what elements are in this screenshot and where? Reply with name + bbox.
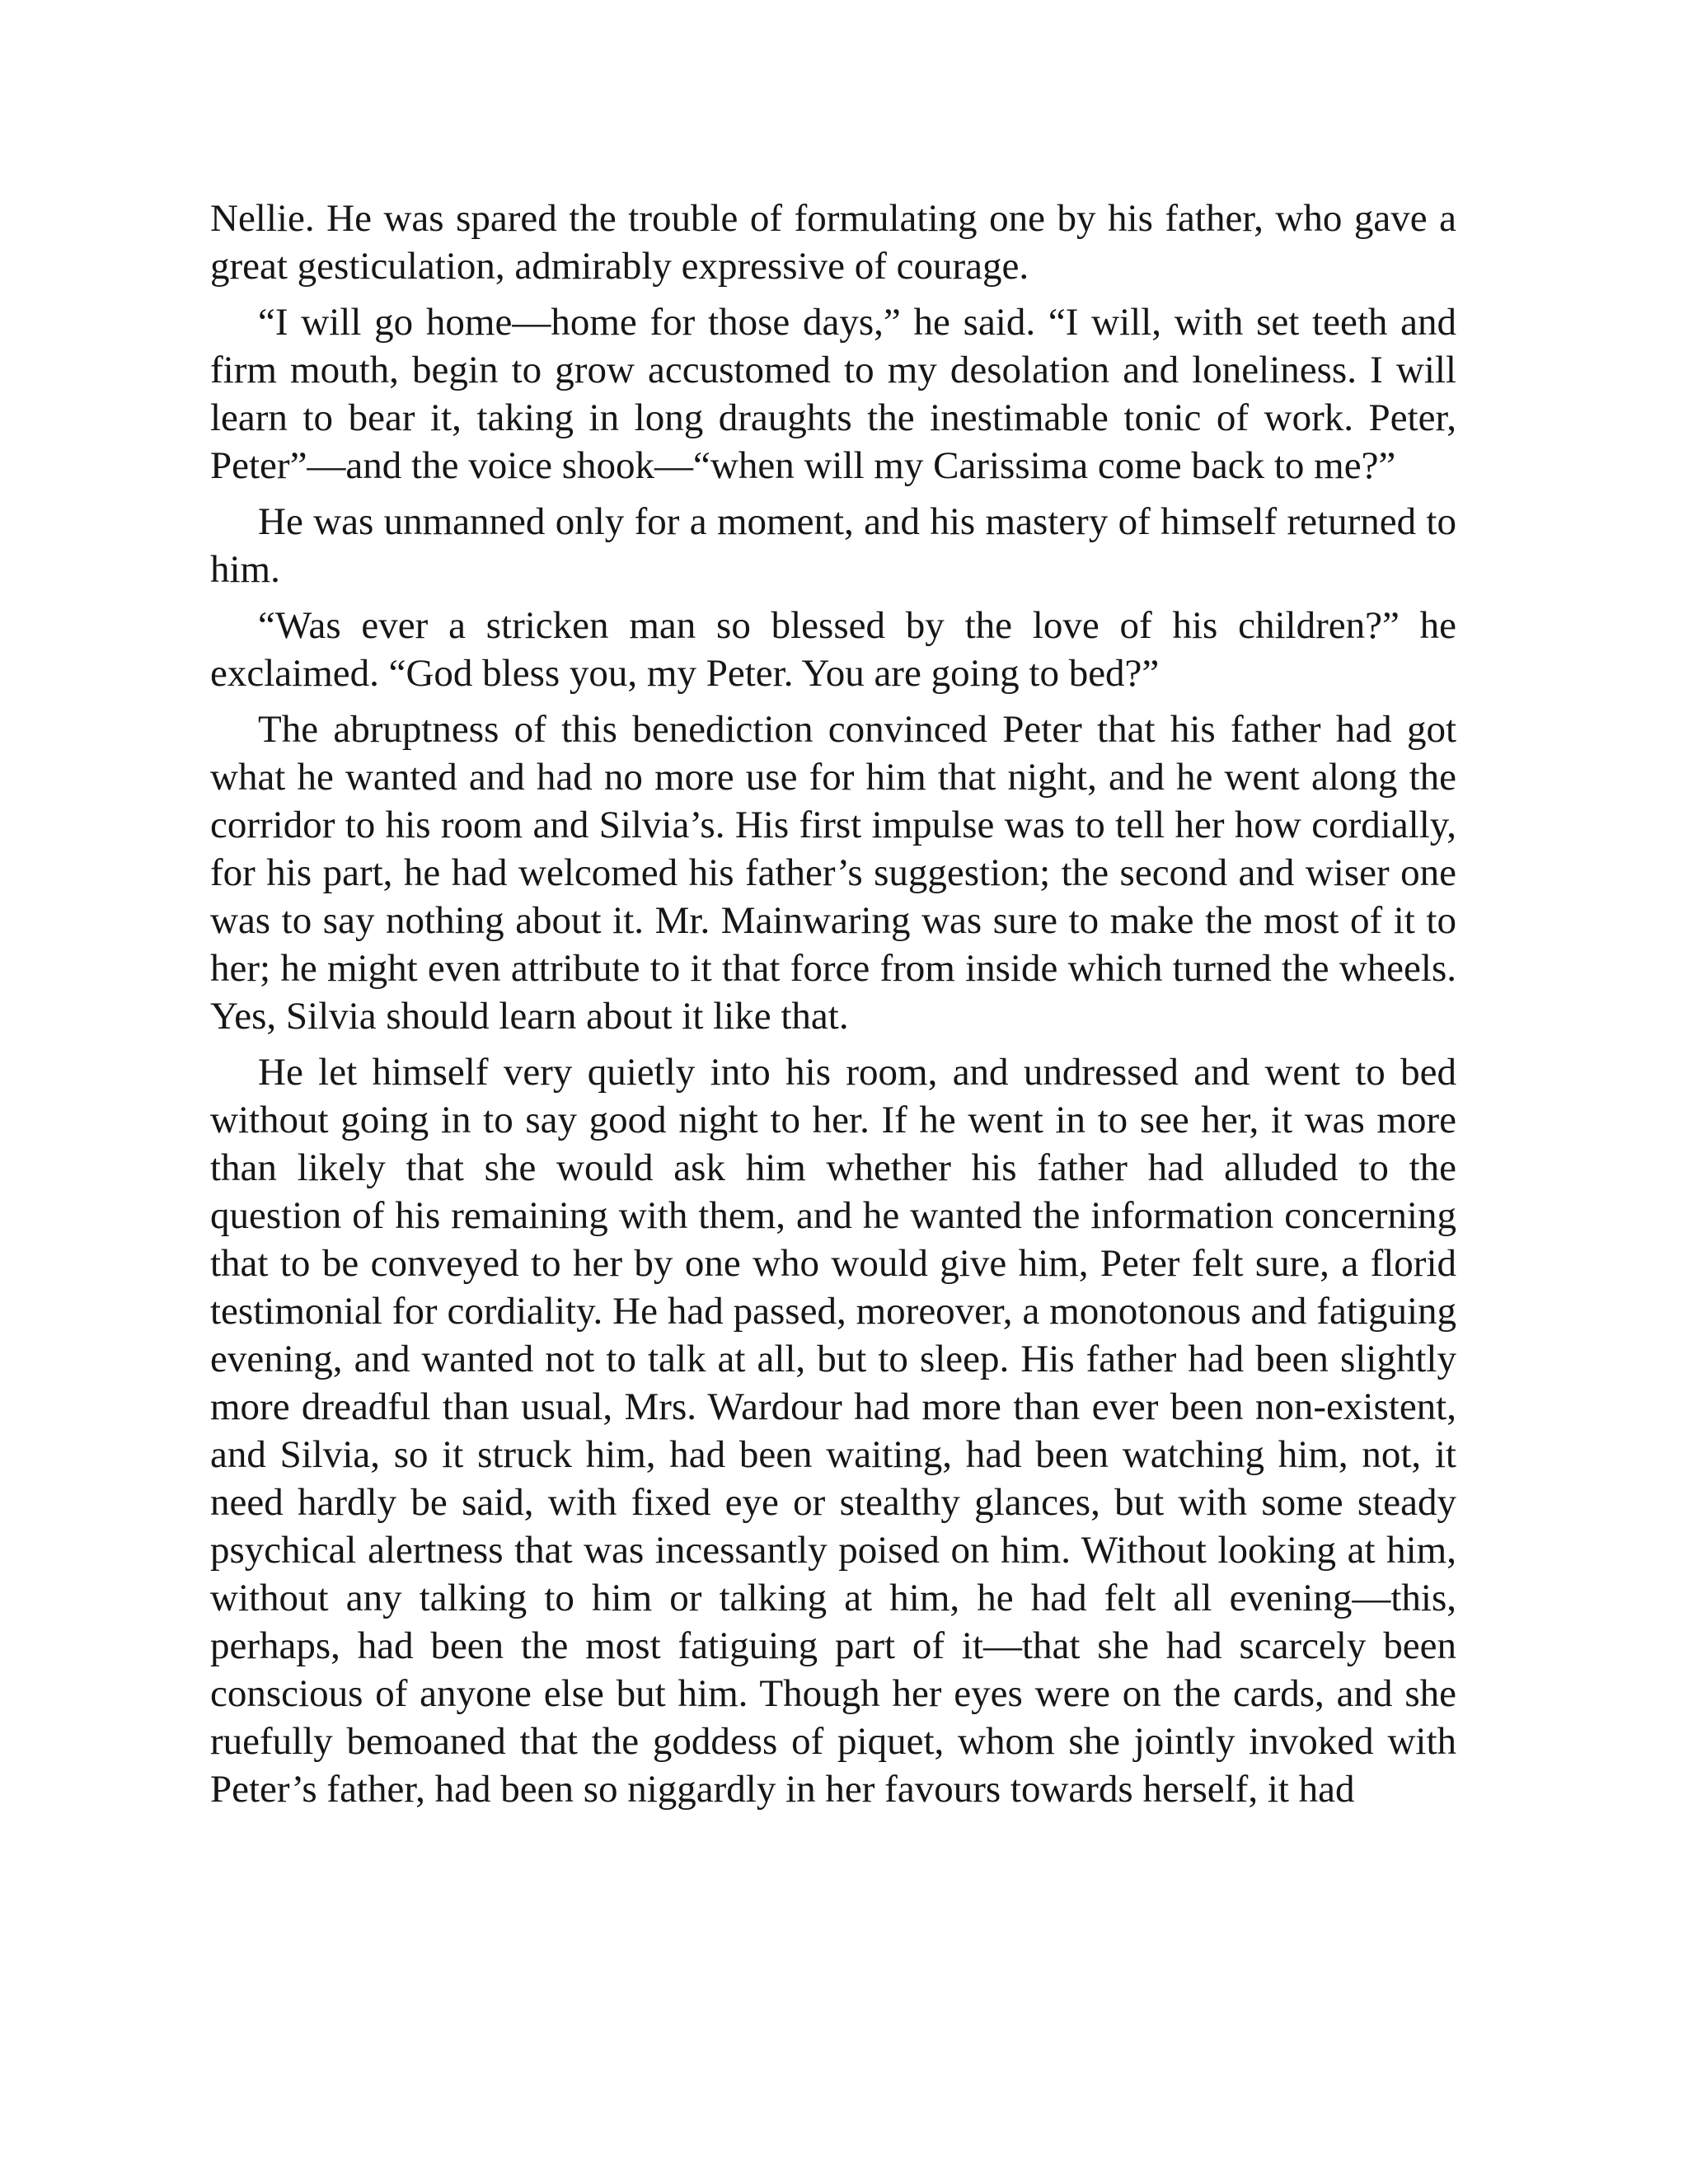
paragraph-6: He let himself very quietly into his room, and undressed and went to bed without going in to say good night to her. If he went in to see her, it was more than likely that she would ask him whether his father had alluded to the question of his remaining with them, and he wanted the information concerning that to be conveyed to her by one who would give him, Peter felt sure, a florid testimonial for cordiality. He had passed, moreover, a monotonous and fatiguing evening, and wanted not to talk at all, but to sleep. His father had been slightly more dreadful than usual, Mrs. Wardour had more than ever been non-existent, and Silvia, so it struck him, had been waiting, had been watching him, not, it need hardly be said, with fixed eye or stealthy glances, but with some steady psychical alertness that was incessantly poised on him. Without looking at him, without any talking to him or talking at him, he had felt all evening—this, perhaps, had been the most fatiguing part of it—that she had scarcely been conscious of anyone else but him. Though her eyes were on the cards, and she ruefully bemoaned that the goddess of piquet, whom she jointly invoked with Peter’s father, had been so niggardly in her favours towards herself, it had <box>210 1051 1456 1811</box>
paragraph-3: He was unmanned only for a moment, and his mastery of himself returned to him. <box>210 500 1456 591</box>
paragraph-2: “I will go home—home for those days,” he said. “I will, with set teeth and firm mouth, begin to grow accustomed to my desolation and loneliness. I will learn to bear it, taking in long draughts the inestimable tonic of work. Peter, Peter”—and the voice shook—“when will my Carissima come back to me?” <box>210 301 1456 487</box>
paragraph-1: Nellie. He was spared the trouble of formulating one by his father, who gave a great gesticulation, admirably expressive of courage. <box>210 197 1456 288</box>
paragraph-4: “Was ever a stricken man so blessed by the love of his children?” he exclaimed. “God bless you, my Peter. You are going to bed?” <box>210 604 1456 695</box>
page-body <box>210 194 1456 1821</box>
paragraph-5: The abruptness of this benediction convinced Peter that his father had got what he wanted and had no more use for him that night, and he went along the corridor to his room and Silvia’s. His first impulse was to tell her how cordially, for his part, he had welcomed his father’s suggestion; the second and wiser one was to say nothing about it. Mr. Mainwaring was sure to make the most of it to her; he might even attribute to it that force from inside which turned the wheels. Yes, Silvia should learn about it like that. <box>210 708 1456 1038</box>
